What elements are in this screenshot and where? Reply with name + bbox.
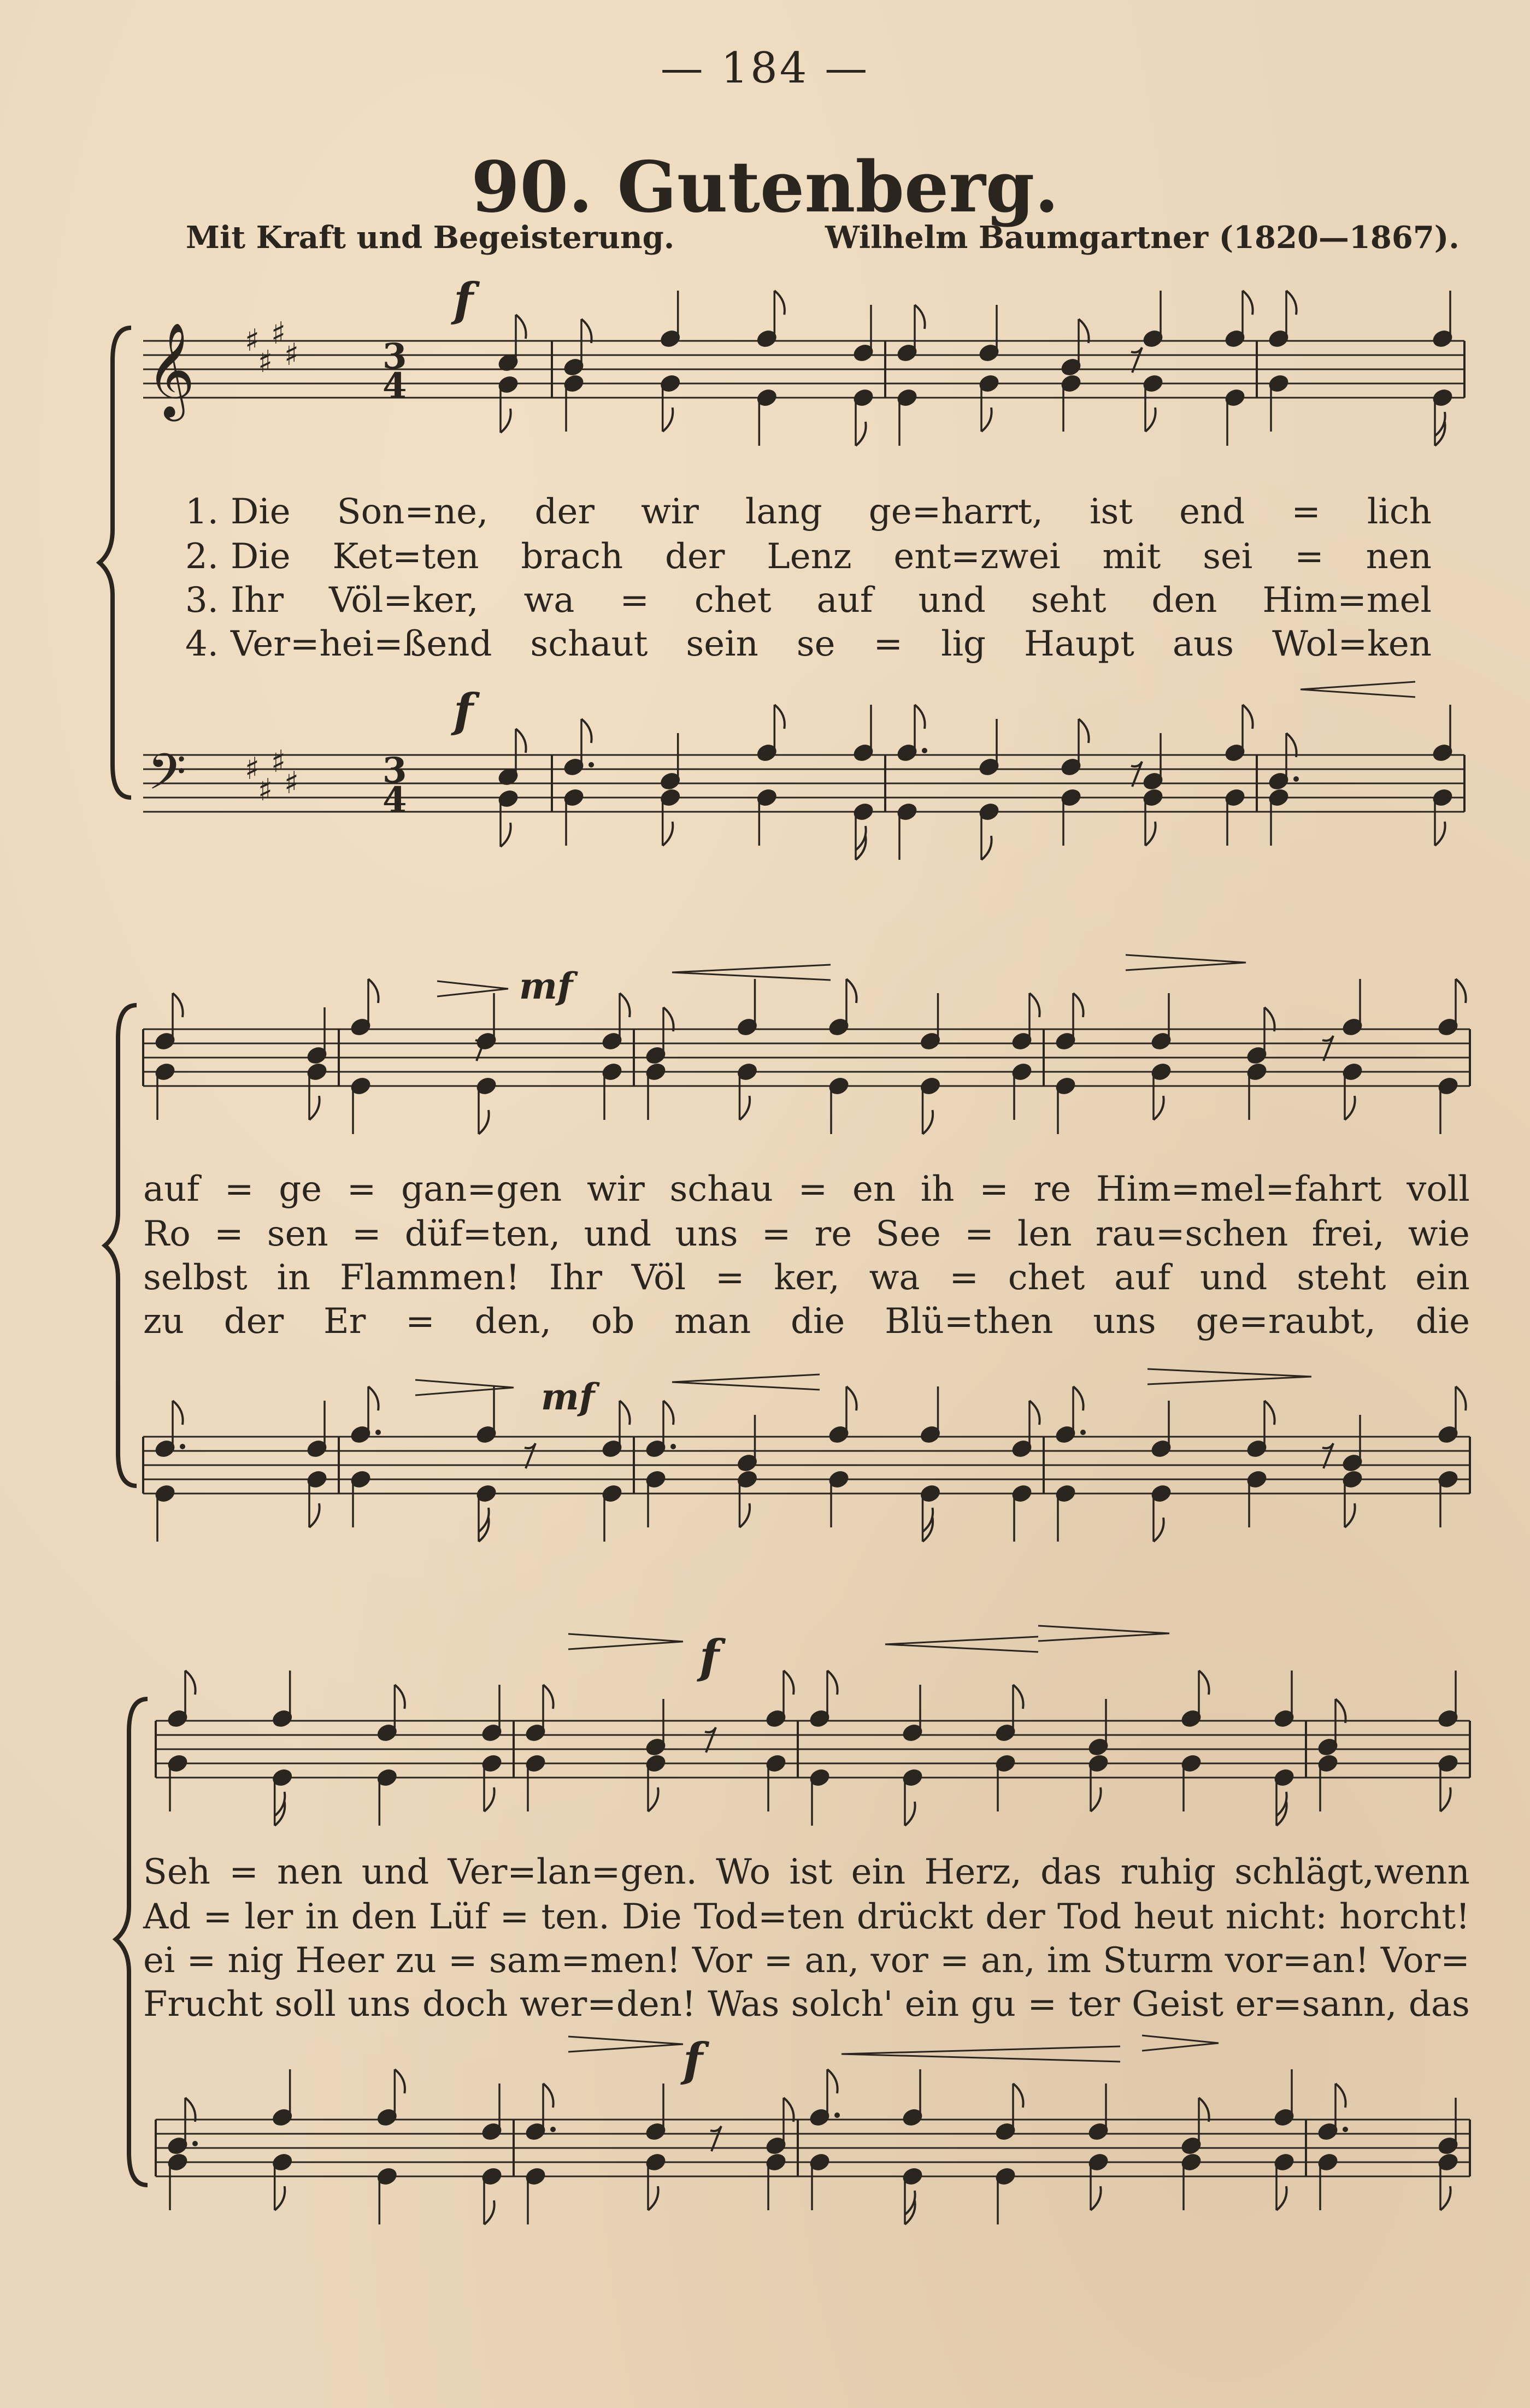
verse-text: Ihr Völ=ker, wa = chet auf und seht den Him=mel: [231, 580, 1432, 621]
note-upper: [765, 1671, 793, 1728]
note-upper: [737, 1415, 758, 1473]
sharp-sign: ♯: [258, 344, 273, 380]
note-lower: [272, 1768, 293, 1826]
sharp-sign: ♯: [284, 765, 299, 801]
dynamic-mezzo-forte: mf: [541, 1376, 595, 1418]
note-upper: [350, 979, 378, 1037]
verse-text: Die Ket=ten brach der Lenz ent=zwei mit sei = nen: [231, 536, 1432, 577]
note-upper: [994, 1685, 1023, 1743]
note-lower: [660, 374, 681, 432]
time-signature-top: 3: [382, 336, 407, 377]
note-upper: [1060, 719, 1088, 777]
note-lower: [920, 1076, 941, 1134]
note-upper: [1055, 993, 1083, 1051]
note-upper: [1224, 705, 1252, 763]
note-upper: [1432, 291, 1453, 349]
decrescendo-hairpin: [568, 2037, 683, 2052]
note-upper: [1268, 291, 1296, 349]
verse-number: 2.: [185, 536, 219, 577]
bass-staff: [143, 755, 1464, 812]
note-upper: [896, 305, 925, 363]
dynamic-forte: f: [454, 273, 474, 327]
note-upper: [376, 2069, 405, 2127]
treble-staff: [156, 1721, 1470, 1778]
song-title: 90. Gutenberg.: [471, 146, 1059, 228]
lyric-line-s2-v2: [143, 1214, 1470, 1254]
note-lower: [978, 802, 999, 860]
note-lower: [978, 374, 999, 432]
dynamic-mezzo-forte: mf: [519, 965, 573, 1007]
note-lower: [481, 1754, 502, 1811]
note-upper: [1317, 1699, 1345, 1757]
note-upper: [1142, 291, 1163, 349]
note-lower: [902, 2167, 923, 2224]
note-lower: [1055, 1484, 1076, 1542]
note-upper: [737, 979, 758, 1037]
note-lower: [1246, 1062, 1267, 1120]
composer-credit: Wilhelm Baumgartner (1820—1867).: [825, 220, 1460, 256]
note-upper: [1273, 1671, 1294, 1728]
note-upper: [902, 1685, 923, 1743]
note-upper: [1142, 733, 1163, 791]
decrescendo-hairpin: [1038, 1626, 1169, 1641]
treble-staff: [143, 341, 1464, 398]
note-upper: [1246, 1401, 1274, 1459]
note-lower: [920, 1484, 941, 1542]
dynamic-forte: f: [454, 683, 474, 737]
note-upper: [525, 1685, 553, 1743]
lyric-line-s1-v4: [180, 624, 1432, 664]
treble-clef-icon: 𝄞: [146, 322, 195, 417]
note-lower: [1341, 1062, 1363, 1120]
note-upper: [376, 1685, 405, 1743]
note-upper: [306, 1007, 327, 1065]
note-upper: [852, 705, 874, 763]
note-lower: [756, 388, 778, 446]
verse-text: Frucht soll uns doch wer=den! Was solch' ein gu = ter Geist er=sann, das: [143, 1984, 1470, 2025]
note-lower: [756, 788, 778, 846]
time-signature-top: 3: [382, 750, 407, 791]
verse-text: Ro = sen = düf=ten, und uns = re See = len rau=schen frei, wie: [143, 1214, 1470, 1254]
note-lower: [497, 789, 519, 847]
note-lower: [167, 1754, 188, 1811]
note-upper: [1437, 1671, 1458, 1728]
verse-text: selbst in Flammen! Ihr Völ = ker, wa = chet auf und steht ein: [143, 1258, 1470, 1298]
note-lower: [306, 1469, 327, 1527]
note-upper: [167, 2098, 198, 2156]
lyric-line-s2-v3: [143, 1258, 1470, 1298]
sharp-sign: ♯: [245, 751, 260, 787]
verse-text: Ad = ler in den Lüf = ten. Die Tod=ten drückt der Tod heut nicht: horcht!: [143, 1897, 1470, 1937]
bass-staff: [143, 1437, 1470, 1494]
note-upper: [601, 993, 629, 1051]
note-upper: [481, 2084, 502, 2141]
note-lower: [1268, 374, 1289, 432]
crescendo-hairpin: [672, 1374, 820, 1390]
note-upper: [350, 1386, 381, 1444]
note-lower: [645, 2152, 666, 2210]
note-upper: [809, 2069, 840, 2127]
sharp-sign: ♯: [245, 323, 260, 358]
system-brace: [99, 328, 131, 798]
note-upper: [645, 2084, 666, 2141]
note-lower: [645, 1062, 666, 1120]
note-lower: [828, 1076, 849, 1134]
note-upper: [645, 1007, 673, 1065]
decrescendo-hairpin: [1126, 955, 1246, 970]
note-upper: [1246, 1007, 1274, 1065]
note-upper: [272, 2069, 293, 2127]
note-lower: [902, 1768, 923, 1826]
note-upper: [1437, 1386, 1466, 1444]
note-lower: [1087, 1754, 1109, 1811]
note-upper: [756, 705, 785, 763]
note-lower: [1246, 1469, 1267, 1527]
note-lower: [497, 375, 519, 433]
note-lower: [994, 2167, 1016, 2224]
note-lower: [1224, 788, 1245, 846]
verse-text: ei = nig Heer zu = sam=men! Vor = an, vor = an, im Sturm vor=an! Vor=: [143, 1940, 1470, 1981]
note-upper: [1341, 1415, 1363, 1473]
note-upper: [994, 2084, 1023, 2141]
treble-staff: [143, 1029, 1470, 1086]
note-upper: [1341, 979, 1363, 1037]
note-lower: [1273, 1768, 1294, 1826]
note-lower: [525, 2167, 546, 2224]
note-upper: [525, 2084, 556, 2141]
note-lower: [306, 1062, 327, 1120]
note-lower: [563, 788, 584, 846]
note-upper: [1437, 979, 1466, 1037]
sharp-sign: ♯: [284, 337, 299, 373]
time-signature-bottom: 4: [382, 365, 407, 406]
bass-clef-icon: 𝄢: [148, 743, 186, 813]
note-upper: [1060, 319, 1088, 377]
crescendo-hairpin: [1300, 682, 1415, 697]
note-lower: [737, 1469, 758, 1527]
note-upper: [660, 291, 681, 349]
lyric-line-s2-v4: [143, 1301, 1470, 1342]
verse-text: Seh = nen und Ver=lan=gen. Wo ist ein Herz, das ruhig schlägt,wenn: [143, 1852, 1470, 1892]
lyric-line-s1-v1: [180, 492, 1432, 532]
sharp-sign: ♯: [271, 744, 286, 780]
lyric-line-s3-v4: [143, 1984, 1470, 2025]
note-lower: [660, 788, 681, 846]
note-lower: [1317, 1754, 1338, 1811]
note-lower: [896, 802, 917, 860]
note-lower: [1437, 1076, 1458, 1134]
note-lower: [167, 2152, 188, 2210]
verse-text: zu der Er = den, ob man die Blü=then uns ge=raubt, die: [143, 1301, 1470, 1342]
note-lower: [1142, 788, 1163, 846]
note-upper: [828, 979, 856, 1037]
note-lower: [852, 388, 874, 446]
note-lower: [765, 2152, 786, 2210]
note-lower: [525, 1754, 546, 1811]
note-lower: [475, 1076, 497, 1134]
note-upper: [920, 993, 941, 1051]
note-lower: [376, 2167, 398, 2224]
note-upper: [660, 733, 681, 791]
note-upper: [645, 1401, 676, 1459]
page-number: — 184 —: [660, 44, 870, 93]
note-lower: [1432, 388, 1453, 446]
note-upper: [563, 319, 591, 377]
note-upper: [1055, 1386, 1086, 1444]
note-lower: [737, 1062, 758, 1120]
note-lower: [481, 2167, 502, 2224]
note-upper: [809, 1671, 837, 1728]
note-upper: [481, 1685, 502, 1743]
note-lower: [272, 2152, 293, 2210]
note-upper: [154, 1401, 185, 1459]
note-lower: [1437, 1754, 1458, 1811]
crescendo-hairpin: [841, 2046, 1120, 2062]
note-upper: [1087, 1699, 1109, 1757]
time-signature-bottom: 4: [382, 780, 407, 821]
note-lower: [896, 388, 917, 446]
note-upper: [306, 1401, 327, 1459]
tempo-marking: Mit Kraft und Begeisterung.: [186, 220, 675, 256]
note-lower: [376, 1768, 398, 1826]
note-lower: [154, 1062, 175, 1120]
note-upper: [1273, 2069, 1294, 2127]
dynamic-forte: f: [699, 1630, 720, 1684]
lyric-line-s3-v1: [143, 1852, 1470, 1892]
decrescendo-hairpin: [568, 1634, 683, 1649]
note-lower: [1180, 2152, 1202, 2210]
note-lower: [1273, 2152, 1294, 2210]
note-lower: [828, 1469, 849, 1527]
note-lower: [1150, 1062, 1172, 1120]
note-lower: [645, 1754, 666, 1811]
note-lower: [852, 802, 874, 860]
note-upper: [1150, 993, 1172, 1051]
lyric-line-s3-v2: [143, 1897, 1470, 1937]
note-upper: [1150, 1401, 1172, 1459]
note-upper: [765, 2098, 793, 2156]
note-upper: [475, 993, 497, 1051]
note-upper: [563, 719, 594, 777]
note-upper: [1087, 2084, 1109, 2141]
dynamic-forte: f: [683, 2033, 703, 2087]
note-upper: [852, 305, 874, 363]
note-lower: [350, 1076, 371, 1134]
note-upper: [1180, 2098, 1209, 2156]
lyric-line-s1-v2: [180, 536, 1432, 577]
note-upper: [497, 729, 526, 787]
note-upper: [475, 1386, 497, 1444]
decrescendo-hairpin: [437, 981, 508, 996]
note-lower: [350, 1469, 371, 1527]
note-lower: [809, 1768, 830, 1826]
note-lower: [809, 2152, 830, 2210]
note-upper: [167, 1671, 195, 1728]
decrescendo-hairpin: [1142, 2035, 1219, 2051]
note-lower: [994, 1754, 1016, 1811]
note-lower: [1150, 1484, 1172, 1542]
system-brace: [105, 1005, 137, 1486]
lyric-line-s3-v3: [143, 1940, 1470, 1981]
note-lower: [475, 1484, 497, 1542]
note-upper: [896, 705, 927, 763]
note-upper: [154, 993, 183, 1051]
verse-number: 4.: [185, 624, 219, 664]
crescendo-hairpin: [885, 1637, 1038, 1652]
note-lower: [1341, 1469, 1363, 1527]
note-upper: [645, 1699, 666, 1757]
note-lower: [1011, 1484, 1032, 1542]
sharp-sign: ♯: [271, 316, 286, 351]
note-lower: [1060, 374, 1081, 432]
note-lower: [563, 374, 584, 432]
verse-text: Ver=hei=ßend schaut sein se = lig Haupt aus Wol=ken: [231, 624, 1432, 664]
note-upper: [1437, 2098, 1458, 2156]
note-lower: [645, 1469, 666, 1527]
crescendo-hairpin: [672, 965, 831, 980]
note-lower: [1224, 388, 1245, 446]
note-lower: [1432, 788, 1453, 846]
note-upper: [272, 1671, 293, 1728]
note-upper: [497, 315, 526, 373]
note-lower: [1437, 2152, 1458, 2210]
sharp-sign: ♯: [258, 772, 273, 808]
note-lower: [1055, 1076, 1076, 1134]
verse-text: auf = ge = gan=gen wir schau = en ih = re Him=mel=fahrt voll: [143, 1169, 1470, 1209]
note-lower: [765, 1754, 786, 1811]
note-upper: [756, 291, 785, 349]
note-lower: [1060, 788, 1081, 846]
note-upper: [1180, 1671, 1209, 1728]
note-upper: [1432, 705, 1453, 763]
note-upper: [978, 719, 999, 777]
note-upper: [902, 2069, 923, 2127]
note-upper: [978, 305, 999, 363]
note-upper: [1224, 291, 1252, 349]
note-upper: [1317, 2084, 1348, 2141]
decrescendo-hairpin: [1148, 1369, 1311, 1384]
note-upper: [1011, 1401, 1039, 1459]
note-lower: [1317, 2152, 1338, 2210]
note-lower: [1268, 788, 1289, 846]
note-lower: [1437, 1469, 1458, 1527]
note-lower: [1180, 1754, 1202, 1811]
lyric-line-s1-v3: [180, 580, 1432, 621]
note-lower: [601, 1484, 622, 1542]
note-upper: [920, 1386, 941, 1444]
note-lower: [601, 1062, 622, 1120]
verse-number: 1.: [185, 492, 219, 532]
note-lower: [1011, 1062, 1032, 1120]
decrescendo-hairpin: [415, 1380, 514, 1395]
note-upper: [601, 1401, 629, 1459]
lyric-line-s2-v1: [143, 1169, 1470, 1209]
note-lower: [154, 1484, 175, 1542]
note-upper: [1268, 733, 1299, 791]
note-lower: [1087, 2152, 1109, 2210]
verse-text: Die Son=ne, der wir lang ge=harrt, ist end = lich: [231, 492, 1432, 532]
note-upper: [1011, 993, 1039, 1051]
note-lower: [1142, 374, 1163, 432]
note-upper: [828, 1386, 856, 1444]
verse-number: 3.: [185, 580, 219, 621]
